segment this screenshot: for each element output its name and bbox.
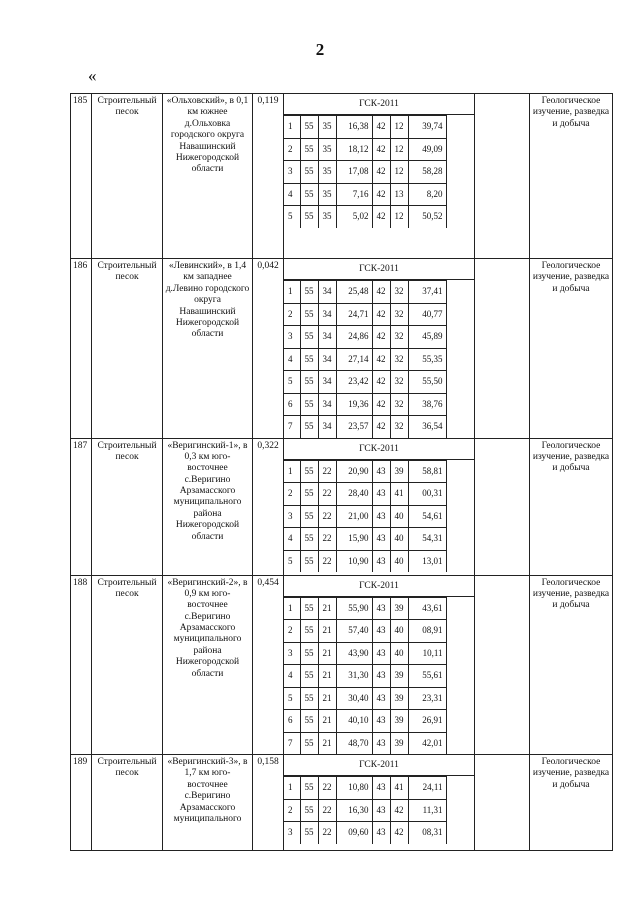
point-number: 2 bbox=[284, 483, 300, 506]
site-location: «Веригинский-1», в 0,3 км юго-восточнее с.Веригино Арзамасского муниципального района Нижегородской области bbox=[163, 438, 253, 575]
lon-min: 40 bbox=[390, 620, 408, 643]
lat-sec: 18,12 bbox=[336, 138, 372, 161]
lon-min: 39 bbox=[390, 665, 408, 688]
lat-min: 21 bbox=[318, 710, 336, 733]
lat-deg: 55 bbox=[300, 528, 318, 551]
point-number: 5 bbox=[284, 687, 300, 710]
point-number: 2 bbox=[284, 620, 300, 643]
lat-sec: 16,30 bbox=[336, 799, 372, 822]
lon-sec: 24,11 bbox=[408, 777, 446, 800]
lon-deg: 43 bbox=[372, 505, 390, 528]
lat-sec: 25,48 bbox=[336, 281, 372, 304]
lon-min: 32 bbox=[390, 303, 408, 326]
lon-deg: 42 bbox=[372, 348, 390, 371]
site-area: 0,454 bbox=[253, 575, 284, 755]
coordinate-point-row bbox=[284, 528, 475, 551]
coordinate-point-row bbox=[284, 281, 475, 304]
site-location: «Левинский», в 1,4 км западнее д.Левино городского округа Навашинский Нижегородской области bbox=[163, 259, 253, 439]
coordinates-cell bbox=[284, 94, 475, 259]
lon-deg: 43 bbox=[372, 642, 390, 665]
lat-sec: 23,57 bbox=[336, 416, 372, 438]
row-number: 185 bbox=[71, 94, 92, 259]
lat-deg: 55 bbox=[300, 642, 318, 665]
coordinates-table bbox=[284, 597, 475, 755]
lat-deg: 55 bbox=[300, 710, 318, 733]
lon-sec: 54,61 bbox=[408, 505, 446, 528]
lon-sec: 43,61 bbox=[408, 597, 446, 620]
coordinate-spacer bbox=[446, 732, 475, 754]
lon-deg: 43 bbox=[372, 687, 390, 710]
lon-min: 41 bbox=[390, 777, 408, 800]
lat-sec: 48,70 bbox=[336, 732, 372, 754]
lat-min: 34 bbox=[318, 303, 336, 326]
lat-min: 35 bbox=[318, 138, 336, 161]
lon-sec: 40,77 bbox=[408, 303, 446, 326]
lat-deg: 55 bbox=[300, 206, 318, 228]
coordinate-spacer bbox=[446, 777, 475, 800]
lon-min: 32 bbox=[390, 416, 408, 438]
lat-sec: 30,40 bbox=[336, 687, 372, 710]
lon-min: 40 bbox=[390, 505, 408, 528]
lat-min: 22 bbox=[318, 799, 336, 822]
lon-min: 12 bbox=[390, 116, 408, 139]
lon-sec: 58,28 bbox=[408, 161, 446, 184]
lon-min: 12 bbox=[390, 206, 408, 228]
lat-deg: 55 bbox=[300, 348, 318, 371]
coordinate-point-row bbox=[284, 710, 475, 733]
coordinate-point-row bbox=[284, 161, 475, 184]
point-number: 1 bbox=[284, 116, 300, 139]
lat-deg: 55 bbox=[300, 303, 318, 326]
coordinate-spacer bbox=[446, 528, 475, 551]
lon-sec: 38,76 bbox=[408, 393, 446, 416]
lat-deg: 55 bbox=[300, 822, 318, 844]
coordinate-point-row bbox=[284, 371, 475, 394]
lon-min: 42 bbox=[390, 822, 408, 844]
lon-sec: 23,31 bbox=[408, 687, 446, 710]
lat-sec: 19,36 bbox=[336, 393, 372, 416]
site-location: «Веригинский-3», в 1,7 км юго-восточнее с.Веригино Арзамасского муниципального bbox=[163, 755, 253, 851]
lon-min: 41 bbox=[390, 483, 408, 506]
coordinate-point-row bbox=[284, 642, 475, 665]
lon-min: 39 bbox=[390, 687, 408, 710]
lon-sec: 00,31 bbox=[408, 483, 446, 506]
lon-min: 40 bbox=[390, 528, 408, 551]
registry-row bbox=[71, 755, 613, 851]
coordinate-system: ГСК-2011 bbox=[284, 259, 474, 280]
lat-min: 21 bbox=[318, 597, 336, 620]
page-number: 2 bbox=[315, 40, 325, 59]
lon-min: 40 bbox=[390, 642, 408, 665]
lon-min: 39 bbox=[390, 597, 408, 620]
registry-row bbox=[71, 259, 613, 439]
coordinate-spacer bbox=[446, 138, 475, 161]
coordinate-system: ГСК-2011 bbox=[284, 755, 474, 776]
lat-deg: 55 bbox=[300, 281, 318, 304]
lon-deg: 43 bbox=[372, 460, 390, 483]
lon-deg: 43 bbox=[372, 710, 390, 733]
coordinate-point-row bbox=[284, 326, 475, 349]
registry-row bbox=[71, 94, 613, 259]
row-number: 189 bbox=[71, 755, 92, 851]
coordinate-point-row bbox=[284, 303, 475, 326]
lon-sec: 08,31 bbox=[408, 822, 446, 844]
lat-deg: 55 bbox=[300, 393, 318, 416]
lat-deg: 55 bbox=[300, 416, 318, 438]
blank-column bbox=[475, 575, 530, 755]
lon-min: 32 bbox=[390, 326, 408, 349]
point-number: 3 bbox=[284, 326, 300, 349]
lat-sec: 55,90 bbox=[336, 597, 372, 620]
lon-deg: 42 bbox=[372, 371, 390, 394]
point-number: 6 bbox=[284, 393, 300, 416]
coordinates-table bbox=[284, 115, 475, 228]
lat-sec: 20,90 bbox=[336, 460, 372, 483]
lat-deg: 55 bbox=[300, 665, 318, 688]
mineral-type: Строительный песок bbox=[92, 438, 163, 575]
point-number: 3 bbox=[284, 161, 300, 184]
coordinates-table bbox=[284, 280, 475, 438]
registry-row bbox=[71, 575, 613, 755]
coordinate-spacer bbox=[446, 183, 475, 206]
coordinate-system: ГСК-2011 bbox=[284, 576, 474, 597]
coordinate-point-row bbox=[284, 116, 475, 139]
point-number: 2 bbox=[284, 799, 300, 822]
coordinate-point-row bbox=[284, 620, 475, 643]
lon-sec: 58,81 bbox=[408, 460, 446, 483]
blank-column bbox=[475, 755, 530, 851]
lon-min: 42 bbox=[390, 799, 408, 822]
coordinate-spacer bbox=[446, 326, 475, 349]
point-number: 3 bbox=[284, 642, 300, 665]
lat-deg: 55 bbox=[300, 687, 318, 710]
lon-sec: 8,20 bbox=[408, 183, 446, 206]
coordinate-point-row bbox=[284, 597, 475, 620]
lat-min: 22 bbox=[318, 550, 336, 572]
point-number: 5 bbox=[284, 206, 300, 228]
coordinate-point-row bbox=[284, 483, 475, 506]
point-number: 3 bbox=[284, 822, 300, 844]
lon-deg: 42 bbox=[372, 326, 390, 349]
lat-min: 21 bbox=[318, 665, 336, 688]
coordinate-point-row bbox=[284, 665, 475, 688]
lat-sec: 5,02 bbox=[336, 206, 372, 228]
lat-sec: 15,90 bbox=[336, 528, 372, 551]
license-purpose: Геологическое изучение, разведка и добыча bbox=[530, 438, 613, 575]
lat-min: 22 bbox=[318, 483, 336, 506]
point-number: 2 bbox=[284, 138, 300, 161]
lat-min: 34 bbox=[318, 416, 336, 438]
lat-min: 21 bbox=[318, 687, 336, 710]
lon-sec: 08,91 bbox=[408, 620, 446, 643]
row-number: 186 bbox=[71, 259, 92, 439]
lon-deg: 42 bbox=[372, 116, 390, 139]
lat-sec: 21,00 bbox=[336, 505, 372, 528]
lat-sec: 57,40 bbox=[336, 620, 372, 643]
lon-deg: 42 bbox=[372, 393, 390, 416]
coordinate-point-row bbox=[284, 799, 475, 822]
lon-sec: 36,54 bbox=[408, 416, 446, 438]
coordinate-point-row bbox=[284, 183, 475, 206]
lon-min: 40 bbox=[390, 550, 408, 572]
coordinate-spacer bbox=[446, 642, 475, 665]
lat-deg: 55 bbox=[300, 138, 318, 161]
site-location: «Ольховский», в 0,1 км южнее д.Ольховка городского округа Навашинский Нижегородской области bbox=[163, 94, 253, 259]
coordinates-cell bbox=[284, 755, 475, 851]
coordinate-point-row bbox=[284, 393, 475, 416]
blank-column bbox=[475, 438, 530, 575]
coordinate-spacer bbox=[446, 597, 475, 620]
lat-min: 21 bbox=[318, 732, 336, 754]
lat-deg: 55 bbox=[300, 777, 318, 800]
lon-min: 32 bbox=[390, 393, 408, 416]
lat-min: 21 bbox=[318, 642, 336, 665]
coordinate-spacer bbox=[446, 687, 475, 710]
site-area: 0,119 bbox=[253, 94, 284, 259]
coordinate-point-row bbox=[284, 460, 475, 483]
coordinate-point-row bbox=[284, 505, 475, 528]
lon-min: 39 bbox=[390, 710, 408, 733]
coordinate-point-row bbox=[284, 822, 475, 844]
lon-deg: 43 bbox=[372, 483, 390, 506]
coordinate-spacer bbox=[446, 710, 475, 733]
lon-deg: 43 bbox=[372, 620, 390, 643]
point-number: 4 bbox=[284, 665, 300, 688]
coordinate-point-row bbox=[284, 732, 475, 754]
lat-min: 34 bbox=[318, 371, 336, 394]
coordinate-spacer bbox=[446, 206, 475, 228]
lat-deg: 55 bbox=[300, 116, 318, 139]
coordinate-system: ГСК-2011 bbox=[284, 94, 474, 115]
lat-sec: 24,86 bbox=[336, 326, 372, 349]
lon-sec: 55,61 bbox=[408, 665, 446, 688]
point-number: 4 bbox=[284, 348, 300, 371]
lat-deg: 55 bbox=[300, 505, 318, 528]
mineral-type: Строительный песок bbox=[92, 575, 163, 755]
lon-sec: 49,09 bbox=[408, 138, 446, 161]
lat-sec: 40,10 bbox=[336, 710, 372, 733]
lon-sec: 11,31 bbox=[408, 799, 446, 822]
coordinates-table bbox=[284, 776, 475, 844]
point-number: 1 bbox=[284, 460, 300, 483]
lon-sec: 45,89 bbox=[408, 326, 446, 349]
lon-sec: 26,91 bbox=[408, 710, 446, 733]
point-number: 1 bbox=[284, 597, 300, 620]
coordinates-cell bbox=[284, 575, 475, 755]
lat-min: 34 bbox=[318, 393, 336, 416]
lat-sec: 24,71 bbox=[336, 303, 372, 326]
lon-deg: 42 bbox=[372, 138, 390, 161]
lat-min: 35 bbox=[318, 116, 336, 139]
coordinate-spacer bbox=[446, 822, 475, 844]
coordinate-spacer bbox=[446, 281, 475, 304]
coordinate-spacer bbox=[446, 161, 475, 184]
coordinate-point-row bbox=[284, 777, 475, 800]
point-number: 1 bbox=[284, 281, 300, 304]
lon-min: 32 bbox=[390, 371, 408, 394]
point-number: 5 bbox=[284, 371, 300, 394]
lat-deg: 55 bbox=[300, 460, 318, 483]
opening-quote: « bbox=[88, 66, 97, 85]
coordinate-spacer bbox=[446, 799, 475, 822]
coordinate-point-row bbox=[284, 348, 475, 371]
coordinates-cell bbox=[284, 438, 475, 575]
row-number: 187 bbox=[71, 438, 92, 575]
lat-deg: 55 bbox=[300, 483, 318, 506]
lat-sec: 17,08 bbox=[336, 161, 372, 184]
lon-deg: 42 bbox=[372, 281, 390, 304]
lon-deg: 42 bbox=[372, 416, 390, 438]
lat-sec: 10,90 bbox=[336, 550, 372, 572]
lat-min: 35 bbox=[318, 183, 336, 206]
lon-sec: 39,74 bbox=[408, 116, 446, 139]
lat-deg: 55 bbox=[300, 161, 318, 184]
coordinate-point-row bbox=[284, 138, 475, 161]
lon-deg: 42 bbox=[372, 161, 390, 184]
coordinates-table bbox=[284, 460, 475, 573]
lon-min: 32 bbox=[390, 281, 408, 304]
license-purpose: Геологическое изучение, разведка и добыча bbox=[530, 755, 613, 851]
coordinate-spacer bbox=[446, 483, 475, 506]
coordinate-spacer bbox=[446, 460, 475, 483]
point-number: 4 bbox=[284, 183, 300, 206]
point-number: 1 bbox=[284, 777, 300, 800]
coordinate-spacer bbox=[446, 416, 475, 438]
license-purpose: Геологическое изучение, разведка и добыча bbox=[530, 575, 613, 755]
lat-sec: 16,38 bbox=[336, 116, 372, 139]
lon-min: 12 bbox=[390, 138, 408, 161]
point-number: 7 bbox=[284, 732, 300, 754]
lat-deg: 55 bbox=[300, 597, 318, 620]
point-number: 3 bbox=[284, 505, 300, 528]
lat-sec: 10,80 bbox=[336, 777, 372, 800]
lon-sec: 10,11 bbox=[408, 642, 446, 665]
point-number: 5 bbox=[284, 550, 300, 572]
lat-sec: 27,14 bbox=[336, 348, 372, 371]
lon-deg: 43 bbox=[372, 777, 390, 800]
lat-min: 35 bbox=[318, 161, 336, 184]
coordinate-spacer bbox=[446, 303, 475, 326]
site-area: 0,322 bbox=[253, 438, 284, 575]
lon-min: 39 bbox=[390, 732, 408, 754]
lat-sec: 28,40 bbox=[336, 483, 372, 506]
lon-deg: 42 bbox=[372, 183, 390, 206]
coordinate-spacer bbox=[446, 348, 475, 371]
lat-min: 34 bbox=[318, 281, 336, 304]
lon-sec: 50,52 bbox=[408, 206, 446, 228]
blank-column bbox=[475, 94, 530, 259]
lat-deg: 55 bbox=[300, 732, 318, 754]
registry-table bbox=[70, 93, 613, 851]
mineral-type: Строительный песок bbox=[92, 755, 163, 851]
lon-sec: 37,41 bbox=[408, 281, 446, 304]
lat-deg: 55 bbox=[300, 326, 318, 349]
coordinate-point-row bbox=[284, 416, 475, 438]
row-number: 188 bbox=[71, 575, 92, 755]
lon-sec: 55,50 bbox=[408, 371, 446, 394]
lon-deg: 43 bbox=[372, 550, 390, 572]
lat-min: 22 bbox=[318, 460, 336, 483]
site-area: 0,042 bbox=[253, 259, 284, 439]
mineral-type: Строительный песок bbox=[92, 94, 163, 259]
lat-deg: 55 bbox=[300, 620, 318, 643]
lat-sec: 09,60 bbox=[336, 822, 372, 844]
lat-min: 22 bbox=[318, 822, 336, 844]
lon-deg: 43 bbox=[372, 732, 390, 754]
lat-min: 22 bbox=[318, 777, 336, 800]
license-purpose: Геологическое изучение, разведка и добыча bbox=[530, 259, 613, 439]
coordinate-spacer bbox=[446, 665, 475, 688]
lat-min: 34 bbox=[318, 326, 336, 349]
coordinate-spacer bbox=[446, 620, 475, 643]
lon-deg: 43 bbox=[372, 528, 390, 551]
coordinate-point-row bbox=[284, 206, 475, 228]
lat-min: 22 bbox=[318, 528, 336, 551]
license-purpose: Геологическое изучение, разведка и добыча bbox=[530, 94, 613, 259]
coordinate-spacer bbox=[446, 371, 475, 394]
lon-deg: 43 bbox=[372, 665, 390, 688]
lon-deg: 42 bbox=[372, 303, 390, 326]
lat-deg: 55 bbox=[300, 799, 318, 822]
registry-row bbox=[71, 438, 613, 575]
mineral-type: Строительный песок bbox=[92, 259, 163, 439]
lon-deg: 42 bbox=[372, 206, 390, 228]
point-number: 7 bbox=[284, 416, 300, 438]
lon-min: 12 bbox=[390, 161, 408, 184]
lat-sec: 31,30 bbox=[336, 665, 372, 688]
site-area: 0,158 bbox=[253, 755, 284, 851]
coordinate-point-row bbox=[284, 550, 475, 572]
coordinate-point-row bbox=[284, 687, 475, 710]
lon-min: 13 bbox=[390, 183, 408, 206]
lat-min: 22 bbox=[318, 505, 336, 528]
lat-sec: 43,90 bbox=[336, 642, 372, 665]
lon-sec: 54,31 bbox=[408, 528, 446, 551]
lon-sec: 13,01 bbox=[408, 550, 446, 572]
point-number: 2 bbox=[284, 303, 300, 326]
lat-deg: 55 bbox=[300, 183, 318, 206]
point-number: 6 bbox=[284, 710, 300, 733]
point-number: 4 bbox=[284, 528, 300, 551]
lat-min: 21 bbox=[318, 620, 336, 643]
lon-sec: 55,35 bbox=[408, 348, 446, 371]
coordinate-spacer bbox=[446, 550, 475, 572]
lat-sec: 7,16 bbox=[336, 183, 372, 206]
lon-deg: 43 bbox=[372, 799, 390, 822]
lat-min: 35 bbox=[318, 206, 336, 228]
blank-column bbox=[475, 259, 530, 439]
coordinate-spacer bbox=[446, 505, 475, 528]
lon-min: 39 bbox=[390, 460, 408, 483]
coordinates-cell bbox=[284, 259, 475, 439]
lon-min: 32 bbox=[390, 348, 408, 371]
coordinate-spacer bbox=[446, 393, 475, 416]
lon-deg: 43 bbox=[372, 597, 390, 620]
lon-sec: 42,01 bbox=[408, 732, 446, 754]
lat-deg: 55 bbox=[300, 550, 318, 572]
lat-min: 34 bbox=[318, 348, 336, 371]
coordinate-spacer bbox=[446, 116, 475, 139]
lat-deg: 55 bbox=[300, 371, 318, 394]
coordinate-system: ГСК-2011 bbox=[284, 439, 474, 460]
lat-sec: 23,42 bbox=[336, 371, 372, 394]
site-location: «Веригинский-2», в 0,9 км юго-восточнее с.Веригино Арзамасского муниципального района Нижегородской области bbox=[163, 575, 253, 755]
lon-deg: 43 bbox=[372, 822, 390, 844]
